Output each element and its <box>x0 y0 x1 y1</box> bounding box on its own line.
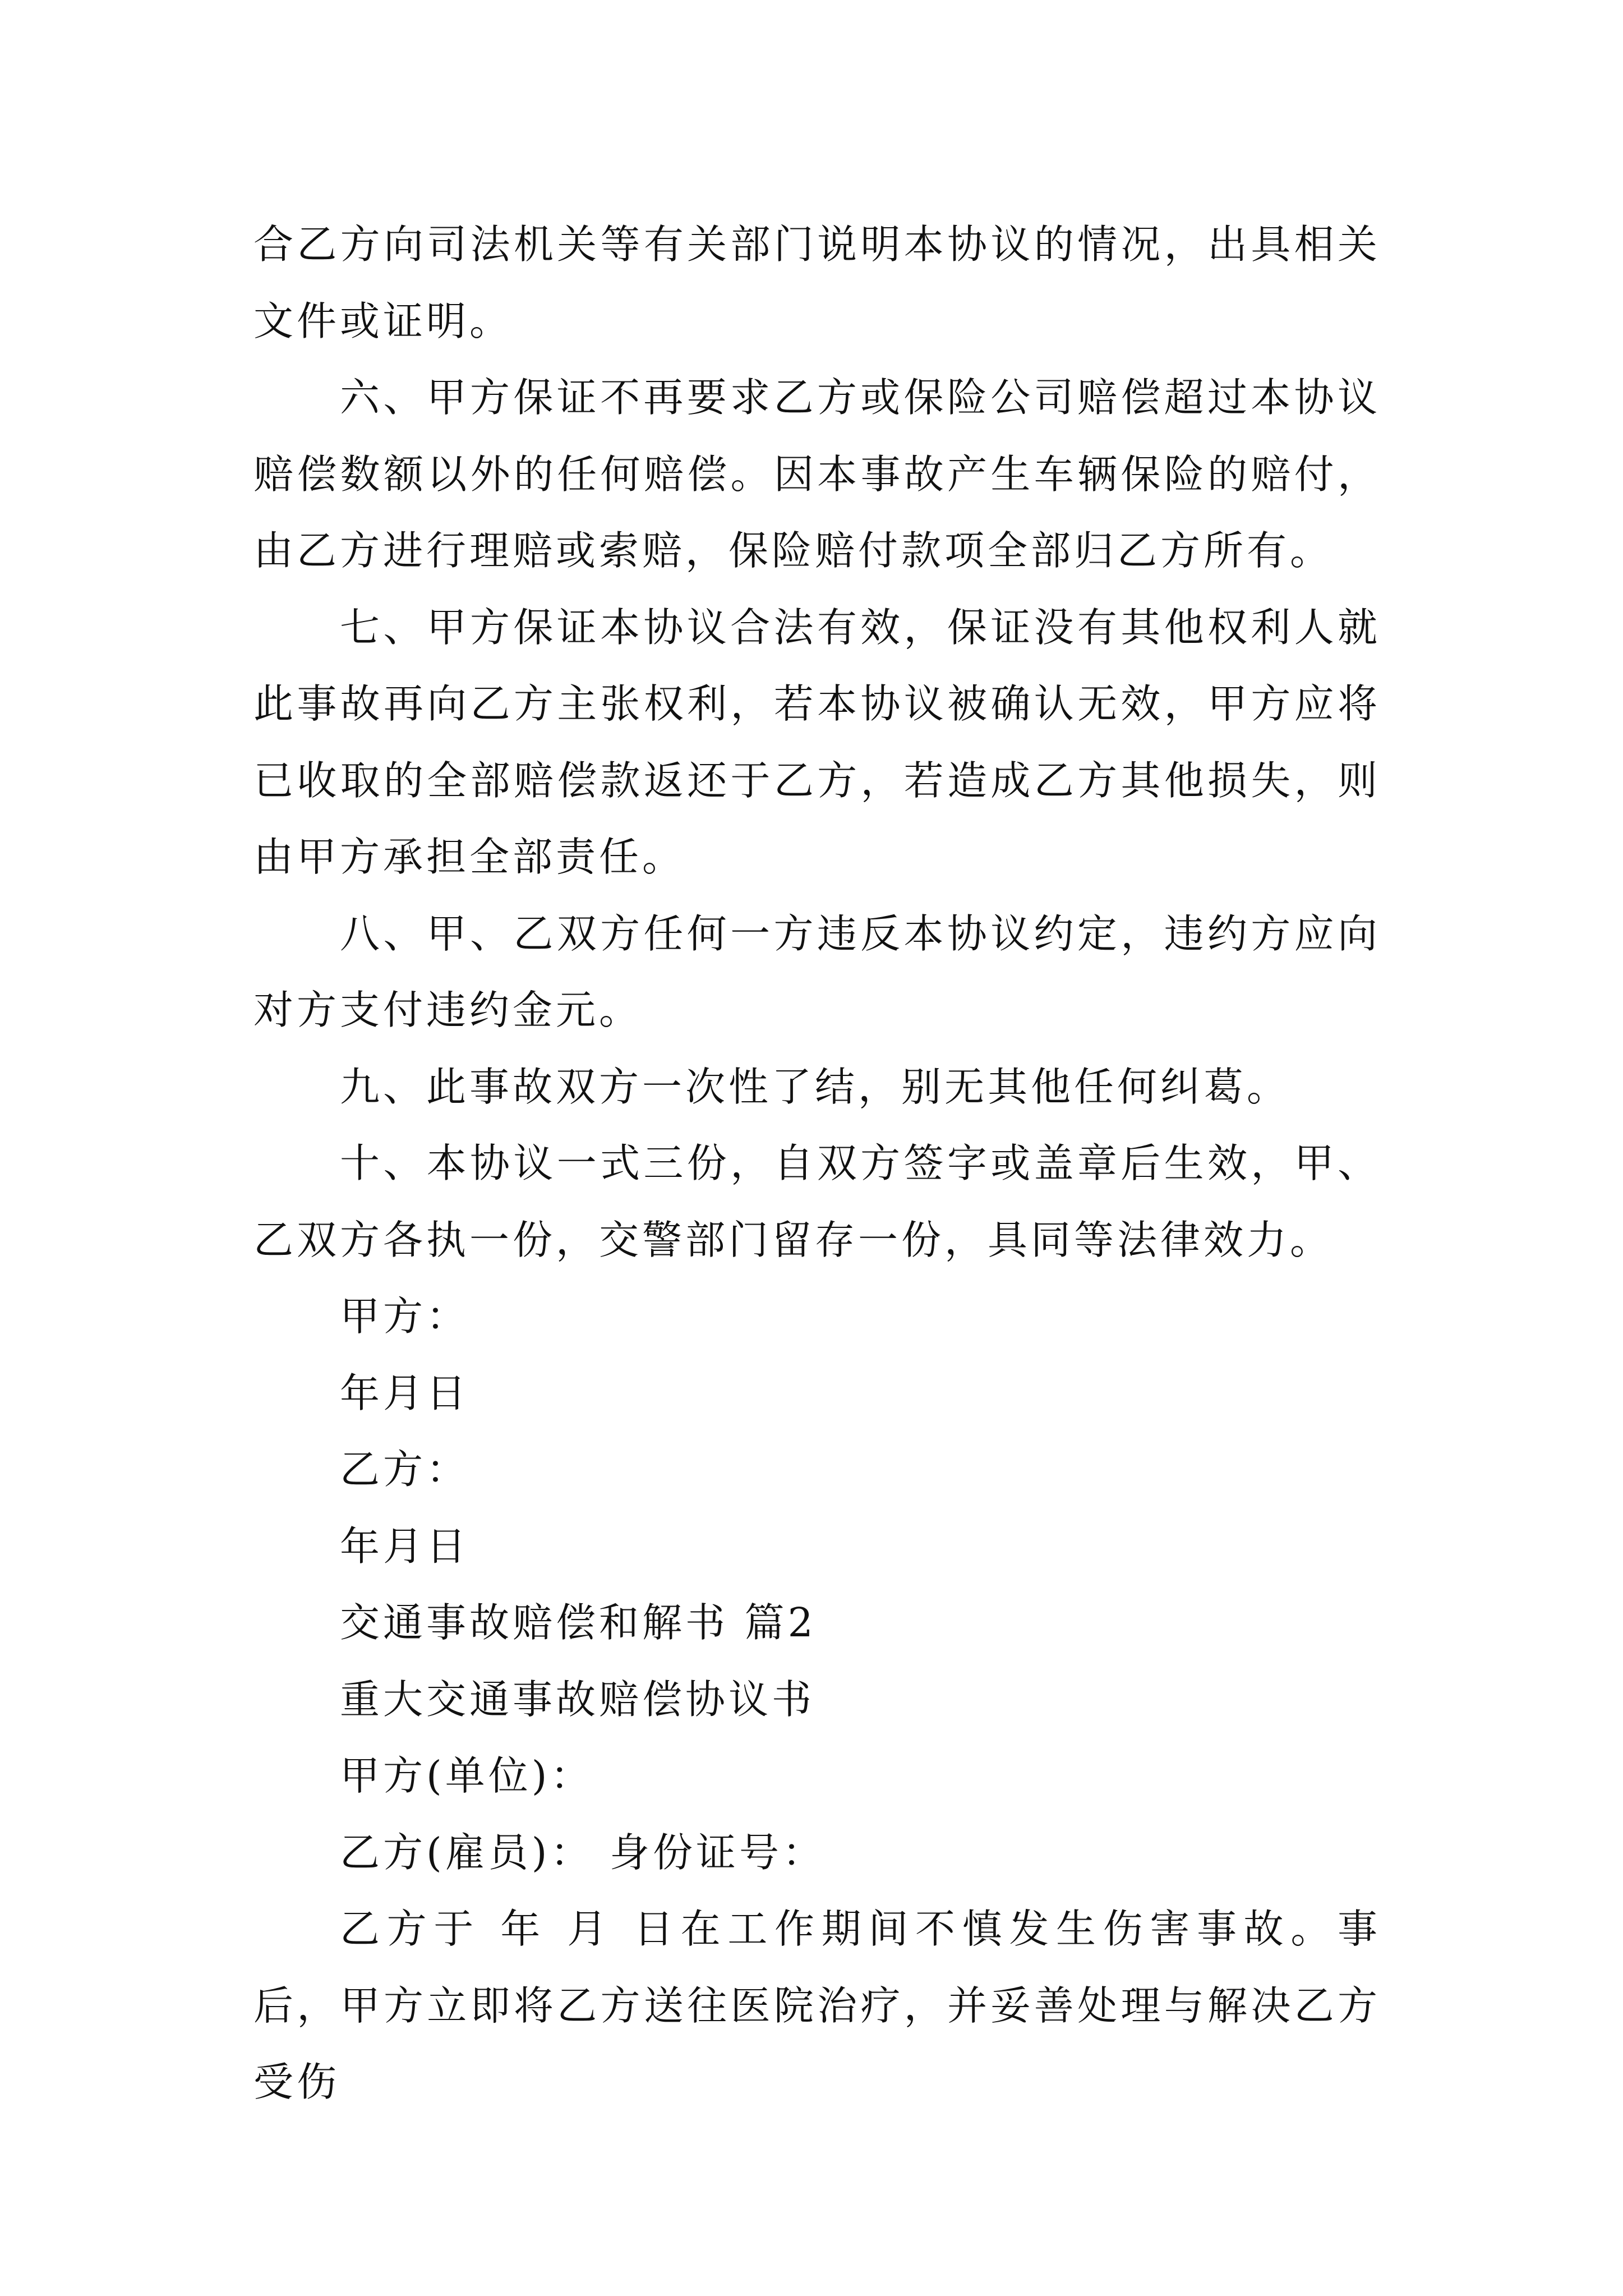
party-b-employee-field: 乙方(雇员)： 身份证号： <box>340 1829 826 1876</box>
paragraph-clause-8: 八、甲、乙双方任何一方违反本协议约定，违约方应向对方支付违约金元。 <box>253 910 1381 1033</box>
document-body <box>253 206 1381 2121</box>
signature-party-b-date: 年月日 <box>340 1522 470 1570</box>
paragraph-clause-9: 九、此事故双方一次性了结，别无其他任何纠葛。 <box>340 1063 1290 1110</box>
section-heading: 交通事故赔偿和解书 篇2 <box>340 1599 817 1646</box>
signature-party-a-label: 甲方： <box>340 1293 470 1340</box>
signature-party-b-label: 乙方： <box>340 1446 470 1493</box>
paragraph-incident-description: 乙方于 年 月 日在工作期间不慎发生伤害事故。事后，甲方立即将乙方送往医院治疗，并妥善处理与解决乙方受伤 <box>253 1906 1381 2105</box>
agreement-title: 重大交通事故赔偿协议书 <box>340 1676 815 1723</box>
party-a-unit-field: 甲方(单位)： <box>340 1752 594 1799</box>
paragraph-clause-6: 六、甲方保证不再要求乙方或保险公司赔偿超过本协议赔偿数额以外的任何赔偿。因本事故产生车辆保险的赔付，由乙方进行理赔或索赔，保险赔付款项全部归乙方所有。 <box>253 374 1381 574</box>
signature-party-a-date: 年月日 <box>340 1369 470 1416</box>
paragraph-clause-7: 七、甲方保证本协议合法有效，保证没有其他权利人就此事故再向乙方主张权利，若本协议被确认无效，甲方应将已收取的全部赔偿款返还于乙方，若造成乙方其他损失，则由甲方承担全部责任。 <box>253 604 1381 880</box>
paragraph-clause-10: 十、本协议一式三份，自双方签字或盖章后生效，甲、乙双方各执一份，交警部门留存一份，具同等法律效力。 <box>253 1140 1381 1263</box>
paragraph-clause-5-continuation: 合乙方向司法机关等有关部门说明本协议的情况，出具相关文件或证明。 <box>253 221 1381 344</box>
